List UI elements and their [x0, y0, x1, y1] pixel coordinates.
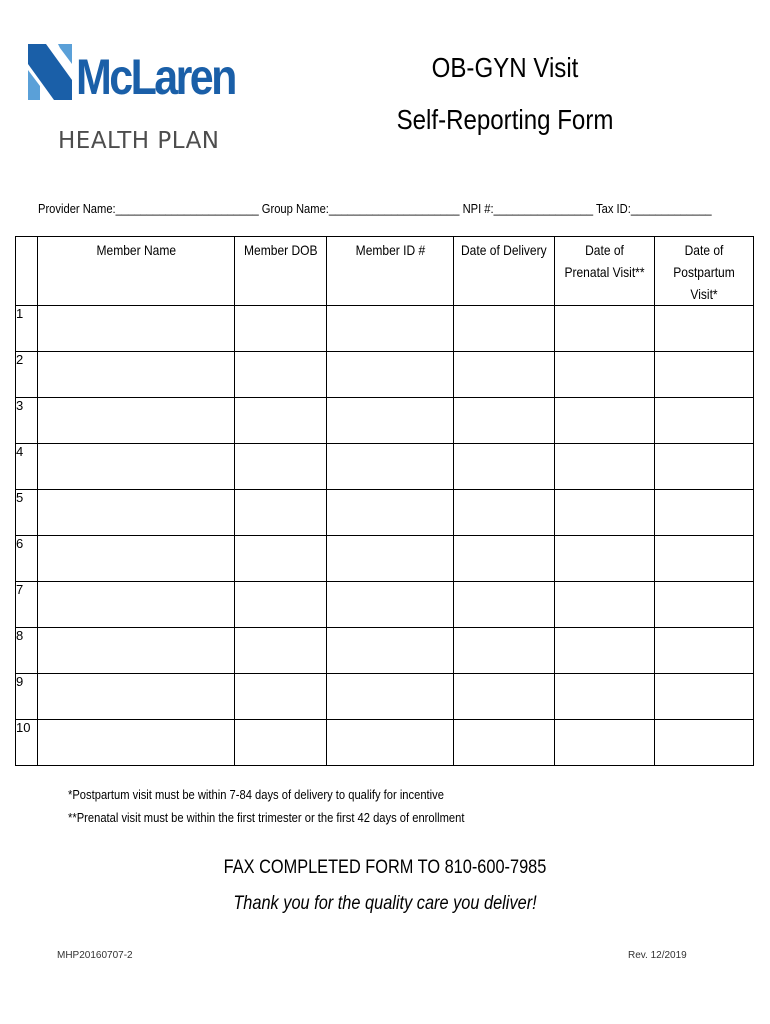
postpartum-visit-cell[interactable] — [655, 490, 754, 536]
header-date-of-postpartum-visit: Date of Postpartum Visit* — [655, 237, 754, 306]
footnote-postpartum: *Postpartum visit must be within 7-84 days of delivery to qualify for incentive — [68, 787, 444, 802]
prenatal-visit-cell[interactable] — [555, 720, 655, 766]
table-row — [16, 306, 754, 352]
provider-info-line[interactable]: Provider Name:_______________________ Group Name:_____________________ NPI #:________________ Tax ID:_____________ — [38, 201, 712, 216]
postpartum-visit-cell[interactable] — [655, 628, 754, 674]
member-dob-cell[interactable] — [235, 674, 327, 720]
member-visit-table — [15, 236, 754, 766]
header-date-of-delivery: Date of Delivery — [454, 237, 555, 306]
delivery-date-cell[interactable] — [454, 628, 555, 674]
prenatal-visit-cell[interactable] — [555, 352, 655, 398]
table-row — [16, 352, 754, 398]
row-number: 7 — [16, 582, 38, 628]
member-name-cell[interactable] — [38, 306, 235, 352]
member-dob-cell[interactable] — [235, 490, 327, 536]
member-id-cell[interactable] — [327, 674, 454, 720]
postpartum-visit-cell[interactable] — [655, 720, 754, 766]
delivery-date-cell[interactable] — [454, 674, 555, 720]
thank-you-message: Thank you for the quality care you deliver! — [233, 893, 537, 914]
postpartum-visit-cell[interactable] — [655, 398, 754, 444]
prenatal-visit-cell[interactable] — [555, 490, 655, 536]
header-member-dob: Member DOB — [235, 237, 327, 306]
member-id-cell[interactable] — [327, 444, 454, 490]
delivery-date-cell[interactable] — [454, 720, 555, 766]
member-name-cell[interactable] — [38, 720, 235, 766]
delivery-date-cell[interactable] — [454, 352, 555, 398]
delivery-date-cell[interactable] — [454, 398, 555, 444]
header-row-number — [16, 237, 38, 306]
member-name-cell[interactable] — [38, 490, 235, 536]
member-dob-cell[interactable] — [235, 398, 327, 444]
postpartum-visit-cell[interactable] — [655, 582, 754, 628]
prenatal-visit-cell[interactable] — [555, 398, 655, 444]
member-id-cell[interactable] — [327, 398, 454, 444]
member-dob-cell[interactable] — [235, 720, 327, 766]
revision-date: Rev. 12/2019 — [628, 950, 687, 961]
member-name-cell[interactable] — [38, 352, 235, 398]
delivery-date-cell[interactable] — [454, 444, 555, 490]
mclaren-logo — [24, 42, 235, 162]
member-id-cell[interactable] — [327, 352, 454, 398]
member-name-cell[interactable] — [38, 628, 235, 674]
footnotes — [68, 783, 464, 829]
delivery-date-cell[interactable] — [454, 306, 555, 352]
table-row — [16, 536, 754, 582]
table-row — [16, 398, 754, 444]
member-dob-cell[interactable] — [235, 536, 327, 582]
table-row — [16, 720, 754, 766]
header-member-name: Member Name — [38, 237, 235, 306]
member-id-cell[interactable] — [327, 582, 454, 628]
table-row — [16, 490, 754, 536]
member-name-cell[interactable] — [38, 444, 235, 490]
table-row — [16, 628, 754, 674]
prenatal-visit-cell[interactable] — [555, 444, 655, 490]
row-number: 2 — [16, 352, 38, 398]
member-id-cell[interactable] — [327, 306, 454, 352]
header-member-id: Member ID # — [327, 237, 454, 306]
prenatal-visit-cell[interactable] — [555, 582, 655, 628]
member-dob-cell[interactable] — [235, 444, 327, 490]
row-number: 1 — [16, 306, 38, 352]
prenatal-visit-cell[interactable] — [555, 306, 655, 352]
row-number: 3 — [16, 398, 38, 444]
row-number: 6 — [16, 536, 38, 582]
form-id: MHP20160707-2 — [57, 950, 133, 961]
row-number: 5 — [16, 490, 38, 536]
member-dob-cell[interactable] — [235, 306, 327, 352]
postpartum-visit-cell[interactable] — [655, 444, 754, 490]
member-dob-cell[interactable] — [235, 628, 327, 674]
logo-subtitle: HEALTH PLAN — [58, 128, 220, 154]
member-dob-cell[interactable] — [235, 582, 327, 628]
postpartum-visit-cell[interactable] — [655, 674, 754, 720]
table-row — [16, 444, 754, 490]
form-subtitle: Self-Reporting Form — [396, 104, 614, 135]
member-id-cell[interactable] — [327, 628, 454, 674]
member-name-cell[interactable] — [38, 398, 235, 444]
member-name-cell[interactable] — [38, 674, 235, 720]
row-number: 4 — [16, 444, 38, 490]
prenatal-visit-cell[interactable] — [555, 674, 655, 720]
member-name-cell[interactable] — [38, 536, 235, 582]
header-date-of-prenatal-visit: Date of Prenatal Visit** — [555, 237, 655, 306]
table-row — [16, 582, 754, 628]
logo-brand-text: McLaren — [76, 49, 235, 105]
member-id-cell[interactable] — [327, 490, 454, 536]
delivery-date-cell[interactable] — [454, 490, 555, 536]
mclaren-m-logo-icon — [24, 42, 76, 102]
footnote-prenatal: **Prenatal visit must be within the first trimester or the first 42 days of enrollment — [68, 810, 465, 825]
table-header-row — [16, 237, 754, 306]
row-number: 10 — [16, 720, 38, 766]
member-dob-cell[interactable] — [235, 352, 327, 398]
prenatal-visit-cell[interactable] — [555, 628, 655, 674]
postpartum-visit-cell[interactable] — [655, 306, 754, 352]
form-title: OB-GYN Visit — [431, 52, 579, 83]
postpartum-visit-cell[interactable] — [655, 536, 754, 582]
postpartum-visit-cell[interactable] — [655, 352, 754, 398]
row-number: 9 — [16, 674, 38, 720]
fax-instruction: FAX COMPLETED FORM TO 810-600-7985 — [223, 857, 547, 878]
delivery-date-cell[interactable] — [454, 536, 555, 582]
row-number: 8 — [16, 628, 38, 674]
member-id-cell[interactable] — [327, 536, 454, 582]
delivery-date-cell[interactable] — [454, 582, 555, 628]
prenatal-visit-cell[interactable] — [555, 536, 655, 582]
member-id-cell[interactable] — [327, 720, 454, 766]
member-name-cell[interactable] — [38, 582, 235, 628]
table-row — [16, 674, 754, 720]
